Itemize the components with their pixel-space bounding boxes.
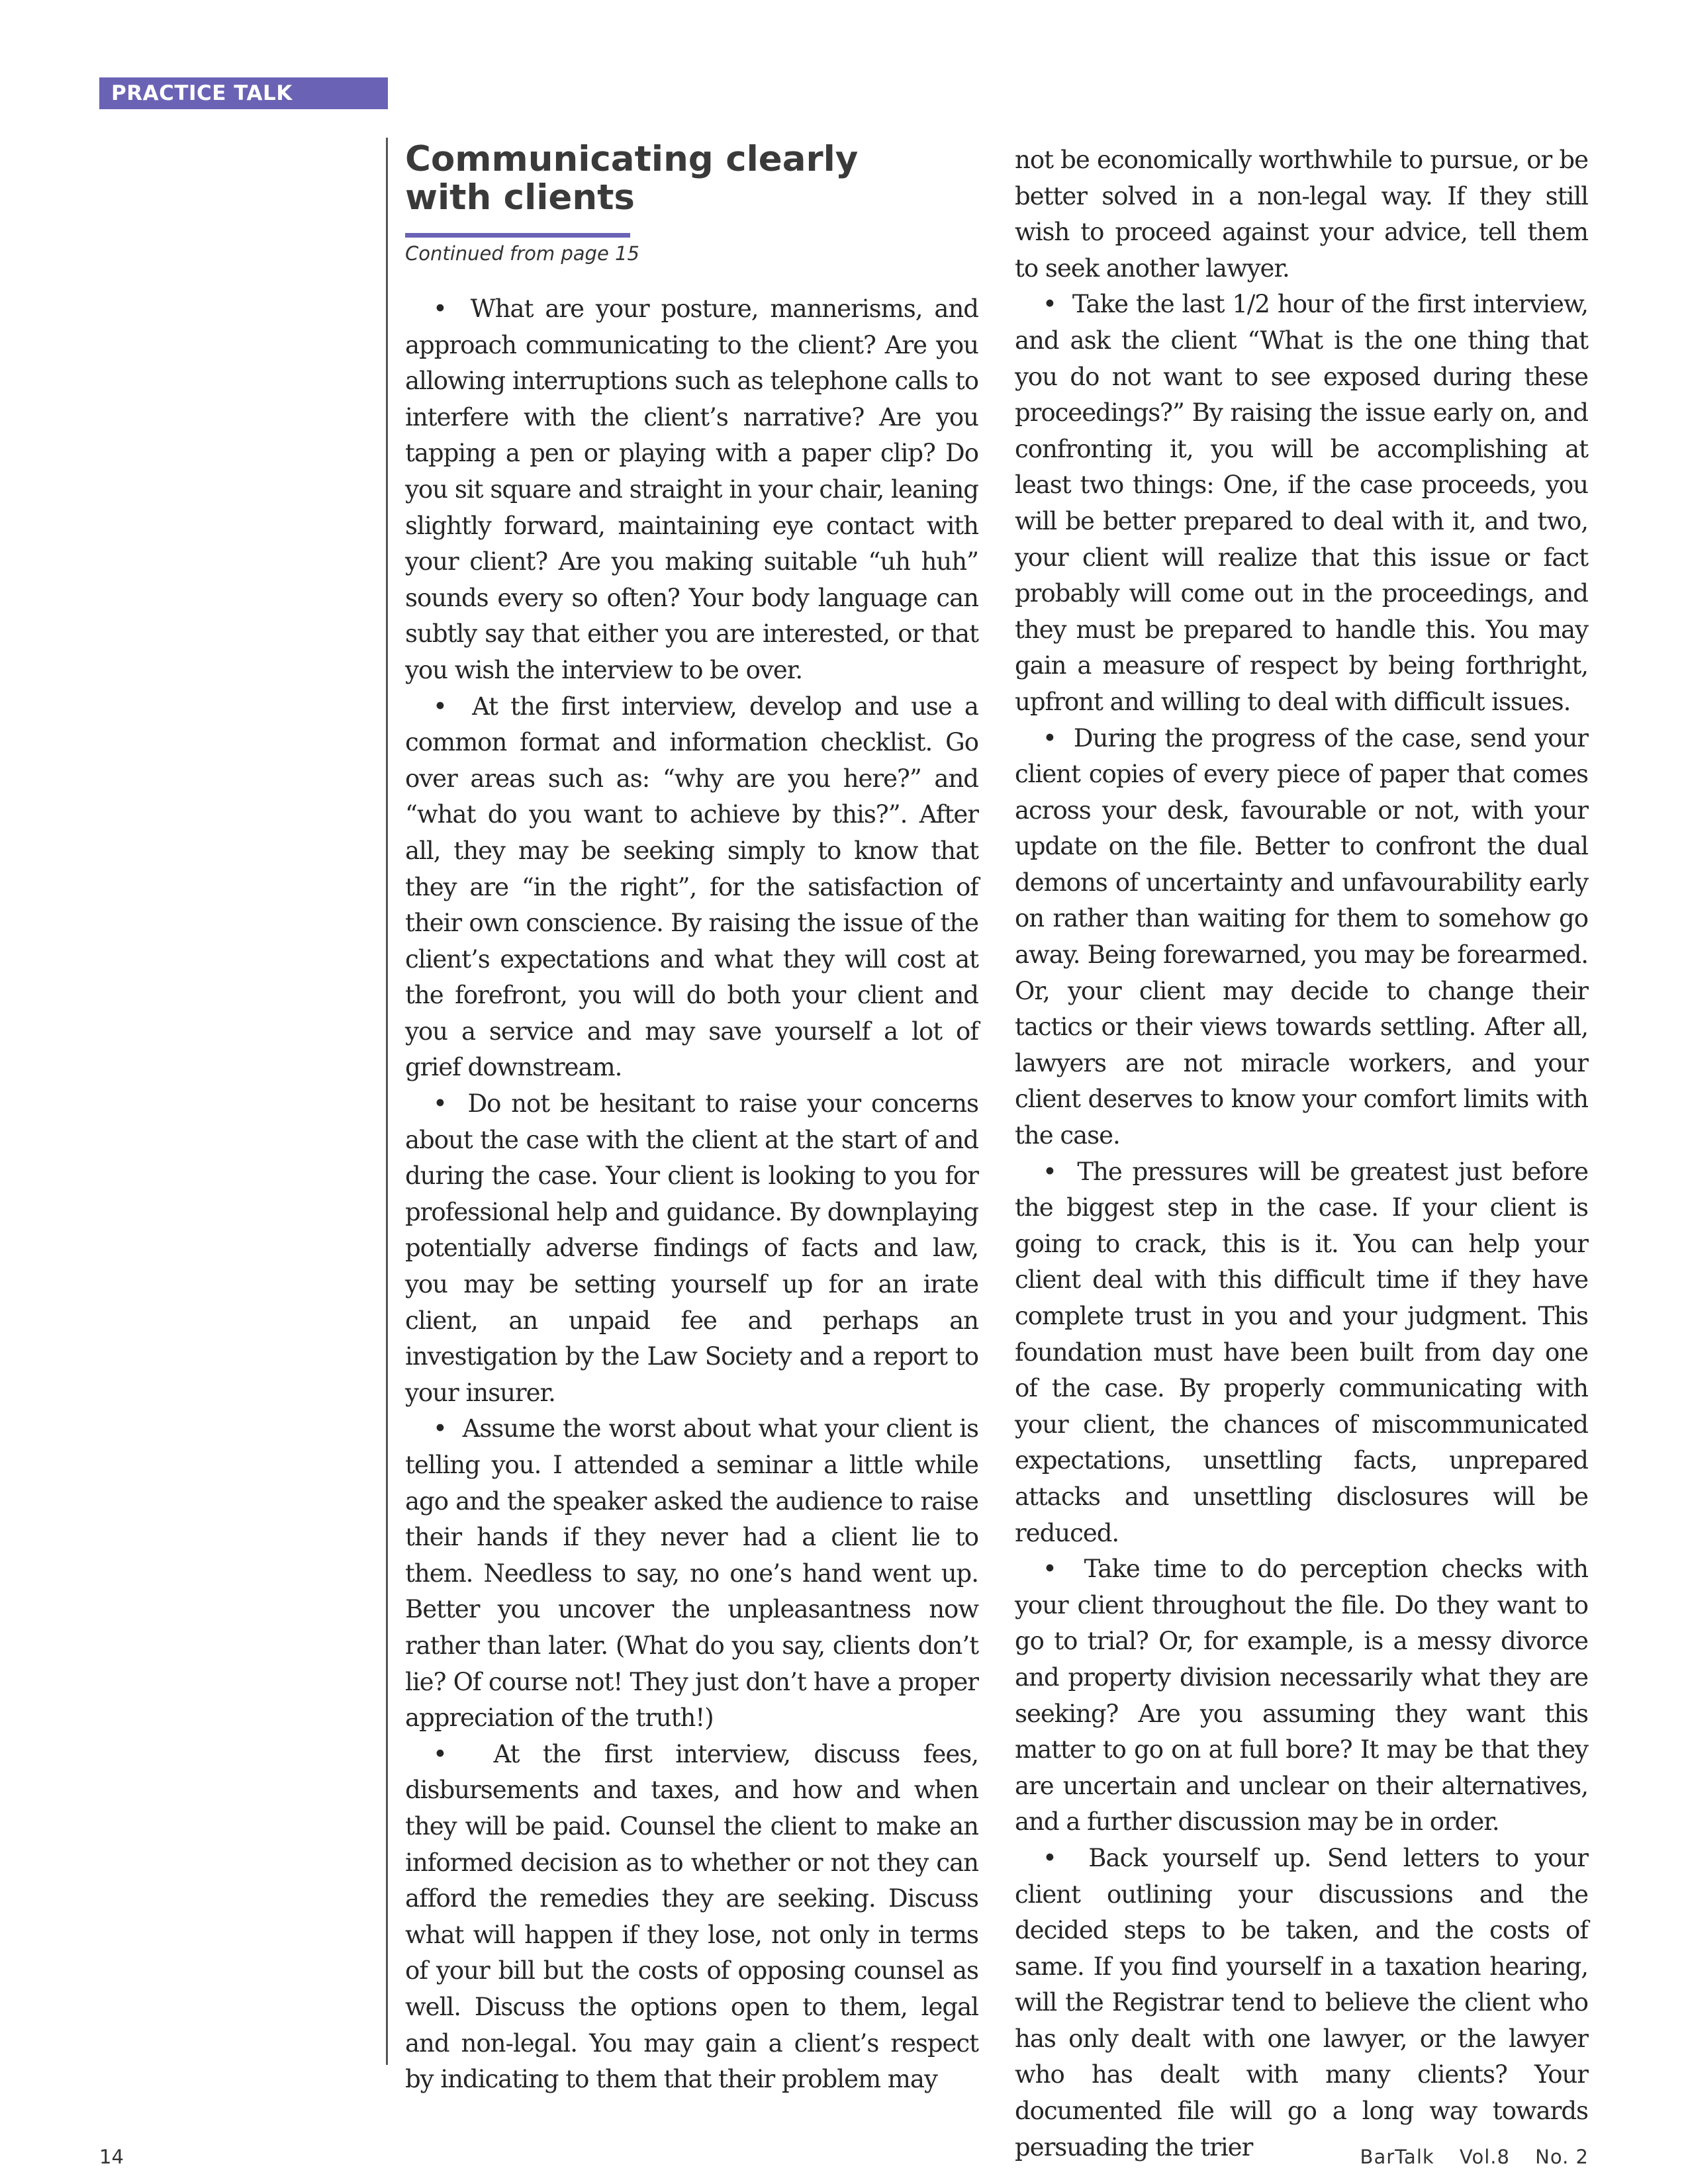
continued-from-note: Continued from page 15	[405, 242, 639, 265]
title-underline	[405, 233, 630, 238]
publication-footer	[1360, 2146, 1589, 2168]
bullet-paragraph: • Take time to do perception checks with your client throughout the file. Do they want to go to trial? Or, for example, is a messy divorce and property division necessarily what they are seeking? Are you assuming they want this matter to go on at full bore? It may be that they are uncertain and unclear on their alternatives, and a further discussion may be in order.	[1015, 1551, 1588, 1841]
volume-label: Vol.8	[1459, 2146, 1510, 2168]
article-column-1	[405, 291, 978, 2098]
publication-name: BarTalk	[1360, 2146, 1434, 2168]
page-number: 14	[99, 2146, 124, 2168]
bullet-paragraph: • At the first interview, discuss fees, disbursements and taxes, and how and when they will be paid. Counsel the client to make an informed decision as to whether or not they can afford the remedies they are seeking. Discuss what will happen if they lose, not only in terms of your bill but the costs of opposing counsel as well. Discuss the options open to them, legal and non-legal. You may gain a client’s respect by indicating to them that their problem may	[405, 1737, 978, 2098]
bullet-paragraph: • At the first interview, develop and use a common format and information checklist. Go over areas such as: “why are you here?” and “what do you want to achieve by this?”. After all, they may be seeking simply to know that they are “in the right”, for the satisfaction of their own conscience. By raising the issue of the client’s expectations and what they will cost at the forefront, you will do both your client and you a service and may save yourself a lot of grief downstream.	[405, 689, 978, 1087]
issue-label: No. 2	[1535, 2146, 1589, 2168]
article-title: Communicating clearly with clients	[405, 139, 859, 218]
bullet-paragraph: • What are your posture, mannerisms, and approach communicating to the client? Are you allowing interruptions such as telephone calls to interfere with the client’s narrative? Are you tapping a pen or playing with a paper clip? Do you sit square and straight in your chair, leaning slightly forward, maintaining eye contact with your client? Are you making suitable “uh huh” sounds every so often? Your body language can subtly say that either you are interested, or that you wish the interview to be over.	[405, 291, 978, 689]
bullet-paragraph: • During the progress of the case, send your client copies of every piece of paper that comes across your desk, favourable or not, with your update on the file. Better to confront the dual demons of uncertainty and unfavourability early on rather than waiting for them to somehow go away. Being forewarned, you may be forearmed. Or, your client may decide to change their tactics or their views towards settling. After all, lawyers are not miracle workers, and your client deserves to know your comfort limits with the case.	[1015, 721, 1588, 1154]
bullet-paragraph: • Do not be hesitant to raise your concerns about the case with the client at the start of and during the case. Your client is looking to you for professional help and guidance. By downplaying potentially adverse findings of facts and law, you may be setting yourself up for an irate client, an unpaid fee and perhaps an investigation by the Law Society and a report to your insurer.	[405, 1086, 978, 1411]
article-column-2	[1015, 142, 1588, 2165]
column-rule	[386, 138, 388, 2065]
section-label: PRACTICE TALK	[99, 77, 388, 109]
bullet-paragraph: • Back yourself up. Send letters to your client outlining your discussions and the decided steps to be taken, and the costs of same. If you find yourself in a taxation hearing, will the Registrar tend to believe the client who has only dealt with one lawyer, or the lawyer who has dealt with many clients? Your documented file will go a long way towards persuading the trier	[1015, 1841, 1588, 2165]
bullet-paragraph: • The pressures will be greatest just before the biggest step in the case. If your client is going to crack, this is it. You can help your client deal with this difficult time if they have complete trust in you and your judgment. This foundation must have been built from day one of the case. By properly communicating with your client, the chances of miscommunicated expectations, unsettling facts, unprepared attacks and unsettling disclosures will be reduced.	[1015, 1154, 1588, 1552]
bullet-paragraph: • Assume the worst about what your client is telling you. I attended a seminar a little while ago and the speaker asked the audience to raise their hands if they never had a client lie to them. Needless to say, no one’s hand went up. Better you uncover the unpleasantness now rather than later. (What do you say, clients don’t lie? Of course not! They just don’t have a proper appreciation of the truth!)	[405, 1411, 978, 1736]
bullet-paragraph: • Take the last 1/2 hour of the first interview, and ask the client “What is the one thing that you do not want to see exposed during these proceedings?” By raising the issue early on, and confronting it, you will be accomplishing at least two things: One, if the case proceeds, you will be better prepared to deal with it, and two, your client will realize that this issue or fact probably will come out in the proceedings, and they must be prepared to handle this. You may gain a measure of respect by being forthright, upfront and willing to deal with difficult issues.	[1015, 287, 1588, 720]
continuation-paragraph: not be economically worthwhile to pursue, or be better solved in a non-legal way. If they still wish to proceed against your advice, tell them to seek another lawyer.	[1015, 146, 1588, 283]
